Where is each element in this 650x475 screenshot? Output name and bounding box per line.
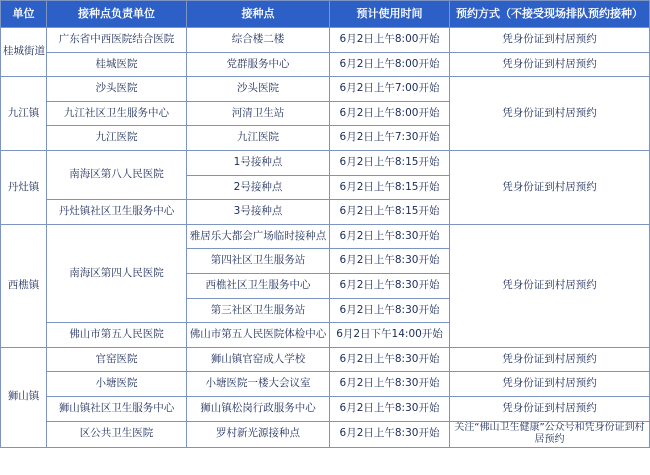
unit-cell: 南海区第四人民医院 [47, 224, 187, 322]
unit-cell: 桂城医院 [47, 52, 187, 77]
table-row [1, 77, 650, 102]
time-cell: 6月2日上午8:00开始 [330, 28, 450, 53]
time-cell: 6月2日上午8:30开始 [330, 372, 450, 397]
header-site: 接种点 [187, 1, 330, 28]
table-row [1, 28, 650, 53]
time-cell: 6月2日上午8:30开始 [330, 224, 450, 249]
booking-cell: 关注“佛山卫生健康”公众号和凭身份证到村居预约 [450, 421, 650, 447]
time-cell: 6月2日上午8:00开始 [330, 101, 450, 126]
booking-cell: 凭身份证到村居预约 [450, 372, 650, 397]
time-cell: 6月2日上午8:30开始 [330, 421, 450, 447]
header-time: 预计使用时间 [330, 1, 450, 28]
site-cell: 雅居乐大都会广场临时接种点 [187, 224, 330, 249]
site-cell: 罗村新光源接种点 [187, 421, 330, 447]
booking-cell: 凭身份证到村居预约 [450, 28, 650, 53]
time-cell: 6月2日上午8:30开始 [330, 347, 450, 372]
time-cell: 6月2日上午8:30开始 [330, 396, 450, 421]
site-cell: 狮山镇官窑成人学校 [187, 347, 330, 372]
town-cell: 丹灶镇 [1, 150, 47, 224]
unit-cell: 广东省中西医院结合医院 [47, 28, 187, 53]
site-cell: 党群服务中心 [187, 52, 330, 77]
site-cell: 2号接种点 [187, 175, 330, 200]
header-unit: 单位 [1, 1, 47, 28]
time-cell: 6月2日上午7:30开始 [330, 126, 450, 151]
site-cell: 沙头医院 [187, 77, 330, 102]
header-booking: 预约方式（不接受现场排队预约接种） [450, 1, 650, 28]
site-cell: 3号接种点 [187, 200, 330, 225]
table-header-row [1, 1, 650, 28]
table-row [1, 347, 650, 372]
unit-cell: 区公共卫生医院 [47, 421, 187, 447]
time-cell: 6月2日上午7:00开始 [330, 77, 450, 102]
site-cell: 第四社区卫生服务站 [187, 249, 330, 274]
town-cell: 西樵镇 [1, 224, 47, 347]
table-row [1, 396, 650, 421]
table-row [1, 150, 650, 175]
booking-cell: 凭身份证到村居预约 [450, 347, 650, 372]
site-cell: 河清卫生站 [187, 101, 330, 126]
site-cell: 西樵社区卫生服务中心 [187, 273, 330, 298]
site-cell: 1号接种点 [187, 150, 330, 175]
table-row [1, 421, 650, 447]
unit-cell: 狮山镇社区卫生服务中心 [47, 396, 187, 421]
site-cell: 综合楼二楼 [187, 28, 330, 53]
time-cell: 6月2日上午8:15开始 [330, 200, 450, 225]
header-responsible-unit: 接种点负责单位 [47, 1, 187, 28]
table-row [1, 372, 650, 397]
booking-cell: 凭身份证到村居预约 [450, 396, 650, 421]
time-cell: 6月2日上午8:30开始 [330, 273, 450, 298]
unit-cell: 小塘医院 [47, 372, 187, 397]
unit-cell: 九江社区卫生服务中心 [47, 101, 187, 126]
unit-cell: 沙头医院 [47, 77, 187, 102]
site-cell: 小塘医院一楼大会议室 [187, 372, 330, 397]
site-cell: 佛山市第五人民医院体检中心 [187, 323, 330, 348]
booking-cell: 凭身份证到村居预约 [450, 52, 650, 77]
town-cell: 九江镇 [1, 77, 47, 151]
time-cell: 6月2日上午8:30开始 [330, 249, 450, 274]
time-cell: 6月2日上午8:15开始 [330, 175, 450, 200]
site-cell: 第三社区卫生服务站 [187, 298, 330, 323]
town-cell: 桂城街道 [1, 28, 47, 77]
town-cell: 狮山镇 [1, 347, 47, 447]
booking-cell: 凭身份证到村居预约 [450, 77, 650, 151]
time-cell: 6月2日上午8:30开始 [330, 298, 450, 323]
site-cell: 狮山镇松岗行政服务中心 [187, 396, 330, 421]
unit-cell: 佛山市第五人民医院 [47, 323, 187, 348]
booking-cell: 凭身份证到村居预约 [450, 224, 650, 347]
time-cell: 6月2日上午8:00开始 [330, 52, 450, 77]
unit-cell: 南海区第八人民医院 [47, 150, 187, 199]
booking-cell: 凭身份证到村居预约 [450, 150, 650, 224]
unit-cell: 丹灶镇社区卫生服务中心 [47, 200, 187, 225]
table-row [1, 52, 650, 77]
time-cell: 6月2日上午8:15开始 [330, 150, 450, 175]
unit-cell: 九江医院 [47, 126, 187, 151]
site-cell: 九江医院 [187, 126, 330, 151]
unit-cell: 官窑医院 [47, 347, 187, 372]
table-row [1, 224, 650, 249]
time-cell: 6月2日下午14:00开始 [330, 323, 450, 348]
